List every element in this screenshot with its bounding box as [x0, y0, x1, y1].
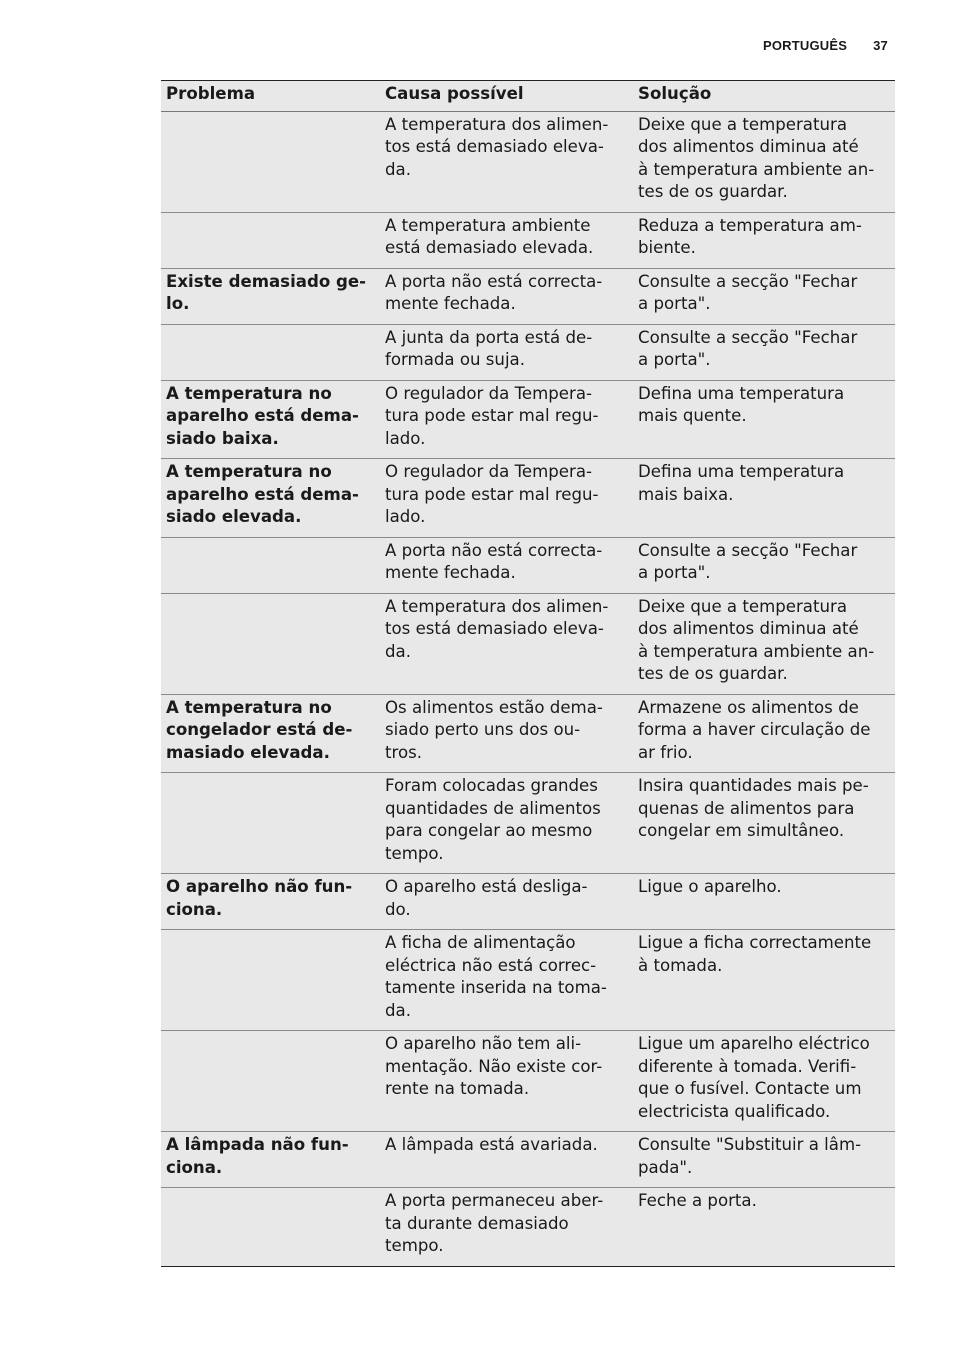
cause-cell	[380, 380, 633, 459]
solution-cell	[633, 773, 895, 874]
cause-text: A lâmpada está avariada.	[385, 1135, 598, 1154]
problem-cell	[161, 268, 380, 324]
table-row	[161, 459, 895, 538]
problem-cell	[161, 459, 380, 538]
solution-text: Reduza a temperatura am- biente.	[638, 215, 862, 257]
problem-text: A temperatura no congelador está de- masiado elevada.	[166, 697, 353, 762]
problem-cell	[161, 380, 380, 459]
solution-cell	[633, 459, 895, 538]
table-row	[161, 380, 895, 459]
problem-text: A temperatura no aparelho está dema- siado baixa.	[166, 383, 359, 448]
cause-cell	[380, 459, 633, 538]
cause-text: A temperatura dos alimen- tos está demasiado eleva- da.	[385, 596, 609, 661]
cause-cell	[380, 874, 633, 930]
solution-text: Insira quantidades mais pe- quenas de alimentos para congelar em simultâneo.	[638, 776, 869, 840]
solution-text: Deixe que a temperatura dos alimentos diminua até à temperatura ambiente an- tes de os guardar.	[638, 114, 875, 201]
table-row	[161, 694, 895, 773]
problem-text: A temperatura no aparelho está dema- siado elevada.	[166, 462, 359, 526]
problem-cell	[161, 593, 380, 694]
solution-text: Consulte a secção "Fechar a porta".	[638, 327, 858, 369]
column-header-cause: Causa possível	[380, 81, 633, 112]
table-row	[161, 537, 895, 593]
problem-cell	[161, 930, 380, 1031]
table-row	[161, 1132, 895, 1188]
cause-cell	[380, 537, 633, 593]
problem-text: A lâmpada não fun- ciona.	[166, 1135, 349, 1177]
cause-text: A ficha de alimentação eléctrica não está correc- tamente inserida na toma- da.	[385, 933, 607, 1020]
problem-cell	[161, 537, 380, 593]
solution-text: Consulte a secção "Fechar a porta".	[638, 540, 858, 582]
cause-text: A porta não está correcta- mente fechada.	[385, 540, 603, 582]
solution-text: Consulte "Substituir a lâm- pada".	[638, 1135, 862, 1177]
solution-cell	[633, 1188, 895, 1267]
solution-text: Deixe que a temperatura dos alimentos diminua até à temperatura ambiente an- tes de os guardar.	[638, 596, 875, 683]
solution-cell	[633, 324, 895, 380]
table-row	[161, 930, 895, 1031]
solution-cell	[633, 380, 895, 459]
solution-cell	[633, 1031, 895, 1132]
problem-text: O aparelho não fun- ciona.	[166, 877, 353, 919]
cause-cell	[380, 268, 633, 324]
solution-text: Consulte a secção "Fechar a porta".	[638, 271, 858, 313]
problem-cell	[161, 324, 380, 380]
solution-text: Defina uma temperatura mais quente.	[638, 383, 845, 425]
table-row	[161, 874, 895, 930]
solution-cell	[633, 111, 895, 212]
cause-text: O aparelho não tem ali- mentação. Não existe cor- rente na tomada.	[385, 1034, 603, 1098]
page-header	[763, 38, 888, 53]
cause-text: A porta permaneceu aber- ta durante demasiado tempo.	[385, 1191, 604, 1255]
problem-cell	[161, 1031, 380, 1132]
table-row	[161, 324, 895, 380]
solution-text: Ligue um aparelho eléctrico diferente à tomada. Verifi- que o fusível. Contacte um electricista qualificado.	[638, 1034, 870, 1121]
solution-cell	[633, 593, 895, 694]
cause-cell	[380, 111, 633, 212]
solution-cell	[633, 537, 895, 593]
problem-cell	[161, 1132, 380, 1188]
cause-text: A porta não está correcta- mente fechada.	[385, 271, 603, 313]
table-row	[161, 111, 895, 212]
cause-text: O aparelho está desliga- do.	[385, 877, 588, 919]
cause-cell	[380, 324, 633, 380]
table-row	[161, 1188, 895, 1267]
cause-cell	[380, 1188, 633, 1267]
problem-cell	[161, 1188, 380, 1267]
cause-text: A temperatura ambiente está demasiado elevada.	[385, 215, 594, 257]
solution-cell	[633, 1132, 895, 1188]
page-number: 37	[873, 38, 888, 53]
solution-text: Feche a porta.	[638, 1191, 757, 1210]
problem-cell	[161, 773, 380, 874]
solution-text: Ligue o aparelho.	[638, 877, 782, 896]
problem-cell	[161, 212, 380, 268]
cause-text: A temperatura dos alimen- tos está demasiado eleva- da.	[385, 114, 609, 179]
problem-cell	[161, 874, 380, 930]
solution-text: Ligue a ficha correctamente à tomada.	[638, 933, 872, 975]
cause-cell	[380, 930, 633, 1031]
solution-text: Defina uma temperatura mais baixa.	[638, 462, 845, 504]
table-header-row	[161, 81, 895, 112]
table-row	[161, 773, 895, 874]
table-row	[161, 1031, 895, 1132]
section-label: PORTUGUÊS	[762, 38, 848, 53]
cause-cell	[380, 694, 633, 773]
solution-cell	[633, 268, 895, 324]
cause-text: Os alimentos estão dema- siado perto uns dos ou- tros.	[385, 697, 603, 762]
solution-cell	[633, 694, 895, 773]
cause-text: O regulador da Tempera- tura pode estar mal regu- lado.	[385, 383, 599, 448]
troubleshooting-table	[161, 80, 895, 1267]
table-row	[161, 212, 895, 268]
solution-cell	[633, 874, 895, 930]
column-header-solution: Solução	[633, 81, 895, 112]
cause-cell	[380, 773, 633, 874]
cause-text: A junta da porta está de- formada ou suja.	[385, 327, 593, 369]
solution-cell	[633, 930, 895, 1031]
cause-cell	[380, 593, 633, 694]
cause-text: O regulador da Tempera- tura pode estar mal regu- lado.	[385, 462, 599, 526]
solution-text: Armazene os alimentos de forma a haver circulação de ar frio.	[638, 697, 871, 762]
table-row	[161, 268, 895, 324]
cause-cell	[380, 212, 633, 268]
problem-text: Existe demasiado ge- lo.	[166, 271, 367, 313]
table-row	[161, 593, 895, 694]
column-header-problem: Problema	[161, 81, 380, 112]
solution-cell	[633, 212, 895, 268]
cause-text: Foram colocadas grandes quantidades de alimentos para congelar ao mesmo tempo.	[385, 776, 601, 863]
problem-cell	[161, 111, 380, 212]
problem-cell	[161, 694, 380, 773]
cause-cell	[380, 1031, 633, 1132]
cause-cell	[380, 1132, 633, 1188]
